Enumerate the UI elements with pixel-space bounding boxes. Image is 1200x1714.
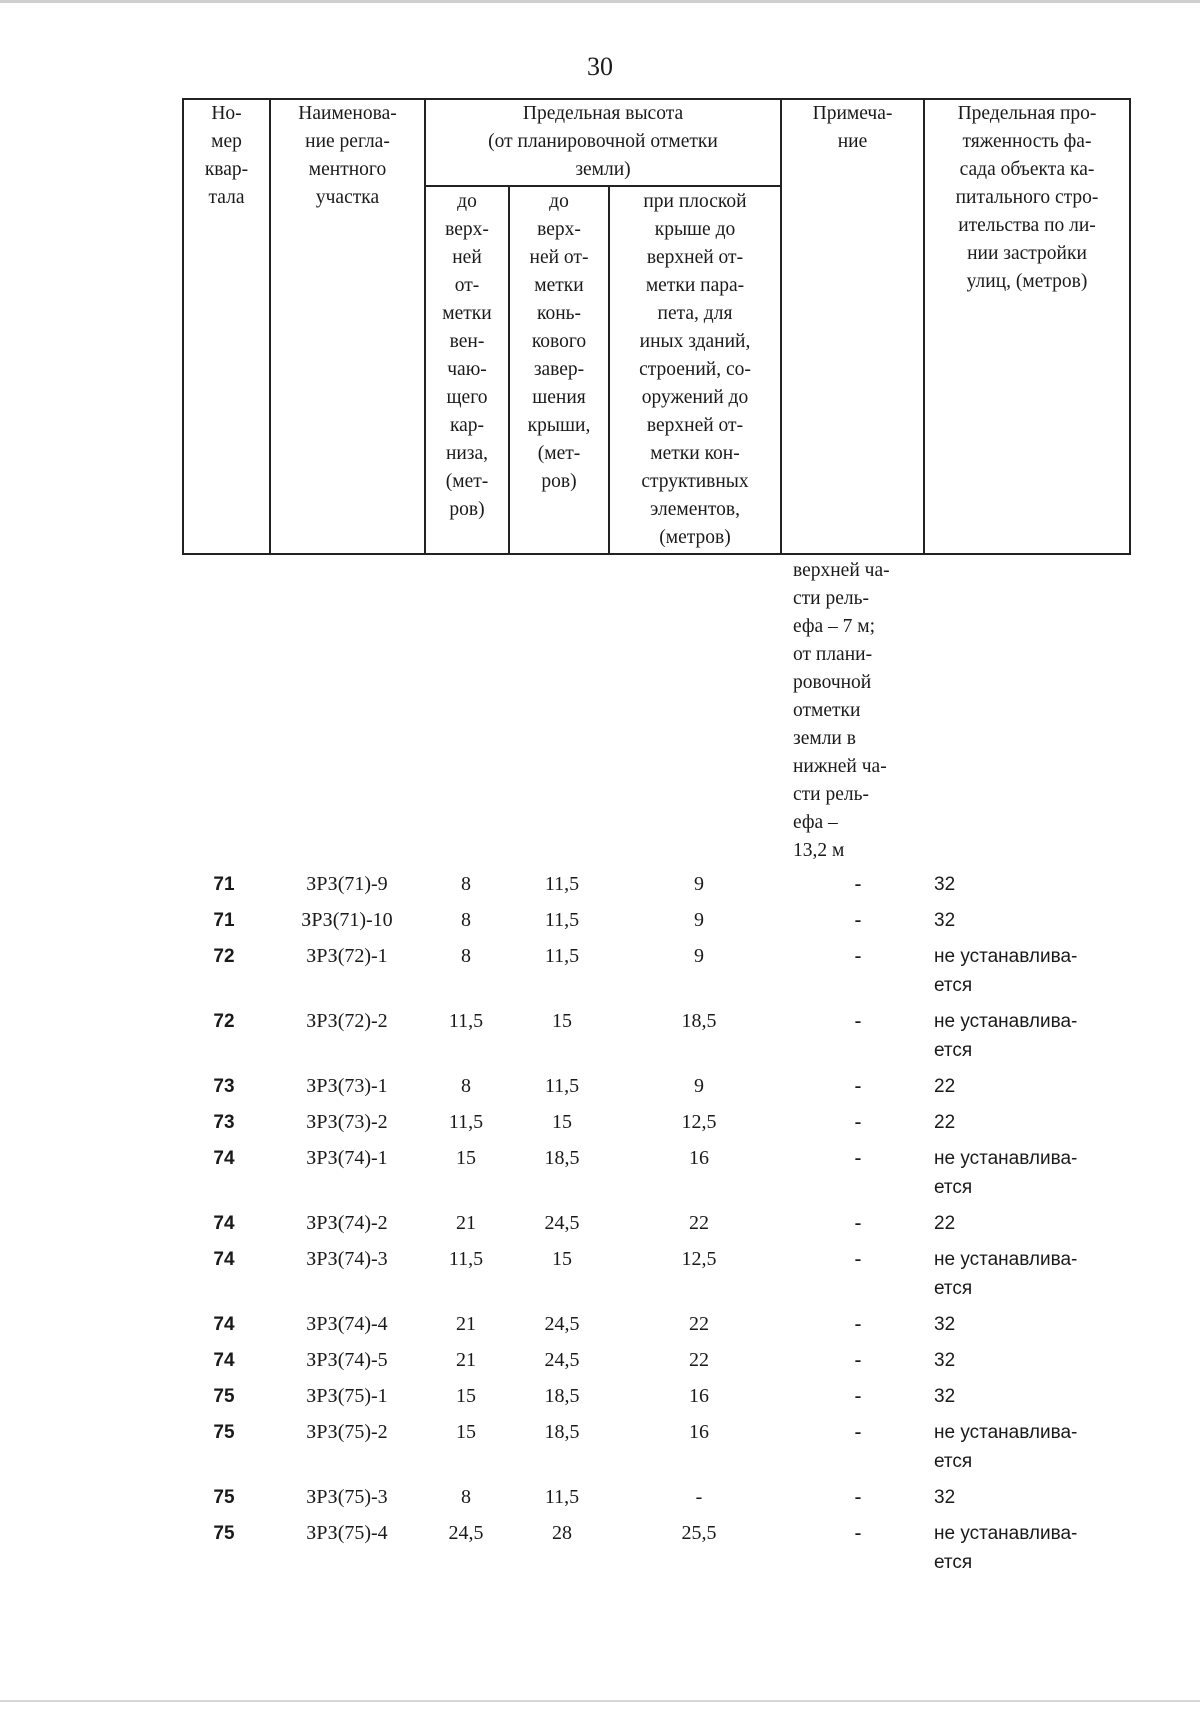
row-note: - xyxy=(854,1421,862,1443)
row-height-ridge: 24,5 xyxy=(544,1313,580,1335)
text-line: пета, для xyxy=(657,303,733,324)
row-note: - xyxy=(854,945,862,967)
row-name: ЗРЗ(71)-9 xyxy=(306,873,388,895)
row-height-cornice: 21 xyxy=(456,1212,476,1234)
scan-edge-top xyxy=(0,0,1200,3)
row-name: ЗРЗ(74)-3 xyxy=(306,1248,388,1270)
text-line: ние регла- xyxy=(305,131,390,152)
text-line: не устанавлива- xyxy=(934,1422,1078,1443)
row-name: ЗРЗ(74)-1 xyxy=(306,1147,388,1169)
text-line: тяженность фа- xyxy=(962,131,1092,152)
row-height-parapet: 22 xyxy=(689,1313,709,1335)
text-line: ительства по ли- xyxy=(958,215,1096,236)
row-height-parapet: 22 xyxy=(689,1349,709,1371)
text-line: ефа – 7 м; xyxy=(793,616,876,637)
row-name: ЗРЗ(75)-2 xyxy=(306,1421,388,1443)
row-facade-length xyxy=(934,1382,1134,1411)
text-line: ется xyxy=(934,1451,973,1472)
text-line: крыше до xyxy=(654,219,736,240)
text-line: тала xyxy=(208,187,245,208)
text-line: крыши, xyxy=(527,415,591,436)
text-line: конь- xyxy=(536,303,582,324)
row-height-parapet: - xyxy=(695,1486,703,1508)
text-line: питального стро- xyxy=(955,187,1099,208)
text-line: 32 xyxy=(934,874,956,895)
text-line: сада объекта ка- xyxy=(959,159,1095,180)
row-height-parapet: 16 xyxy=(689,1147,709,1169)
row-facade-length xyxy=(934,870,1134,899)
text-line: сти рель- xyxy=(793,588,870,609)
row-height-cornice: 15 xyxy=(456,1147,476,1169)
row-facade-length xyxy=(934,1209,1134,1238)
row-number: 75 xyxy=(213,1386,235,1407)
row-height-parapet: 16 xyxy=(689,1385,709,1407)
text-line: Но- xyxy=(211,103,242,124)
text-line: (мет- xyxy=(537,443,581,464)
row-note: - xyxy=(854,873,862,895)
row-number: 75 xyxy=(213,1422,235,1443)
header-note xyxy=(781,99,924,554)
header-height-cornice xyxy=(425,186,509,554)
header-length xyxy=(924,99,1130,554)
row-name: ЗРЗ(73)-1 xyxy=(306,1075,388,1097)
row-height-parapet: 16 xyxy=(689,1421,709,1443)
row-facade-length xyxy=(934,1144,1134,1202)
text-line: ней от- xyxy=(529,247,589,268)
text-line: не устанавлива- xyxy=(934,1249,1078,1270)
text-line: земли) xyxy=(575,159,631,180)
row-height-ridge: 15 xyxy=(552,1111,572,1133)
text-line: 32 xyxy=(934,1350,956,1371)
row-name: ЗРЗ(74)-5 xyxy=(306,1349,388,1371)
text-line: 32 xyxy=(934,1386,956,1407)
text-line: оружений до xyxy=(641,387,749,408)
text-line: низа, xyxy=(445,443,489,464)
text-line: завер- xyxy=(533,359,585,380)
row-name: ЗРЗ(75)-4 xyxy=(306,1522,388,1544)
text-line: элементов, xyxy=(650,499,740,520)
text-line: ефа – xyxy=(793,812,838,833)
row-height-parapet: 12,5 xyxy=(681,1111,717,1133)
scan-edge-bottom xyxy=(0,1700,1200,1702)
row-note: - xyxy=(854,909,862,931)
row-number: 72 xyxy=(213,1011,235,1032)
row-name: ЗРЗ(74)-4 xyxy=(306,1313,388,1335)
row-number: 75 xyxy=(213,1487,235,1508)
text-line: Наименова- xyxy=(298,103,397,124)
text-line: метки пара- xyxy=(645,275,745,296)
text-line: ется xyxy=(934,1278,973,1299)
row-facade-length xyxy=(934,1346,1134,1375)
row-height-parapet: 22 xyxy=(689,1212,709,1234)
text-line: при плоской xyxy=(643,191,747,212)
text-line: ние xyxy=(837,131,868,152)
row-height-ridge: 11,5 xyxy=(544,909,580,931)
text-line: не устанавлива- xyxy=(934,946,1078,967)
text-line: чаю- xyxy=(447,359,487,380)
row-height-cornice: 11,5 xyxy=(448,1248,484,1270)
header-height-parapet xyxy=(609,186,781,554)
text-line: отметки xyxy=(793,700,861,721)
row-note: - xyxy=(854,1313,862,1335)
row-facade-length xyxy=(934,1108,1134,1137)
row-note: - xyxy=(854,1248,862,1270)
row-facade-length xyxy=(934,906,1134,935)
row-number: 75 xyxy=(213,1523,235,1544)
row-height-ridge: 24,5 xyxy=(544,1349,580,1371)
text-line: (мет- xyxy=(445,471,489,492)
row-number: 71 xyxy=(213,910,235,931)
text-line: верх- xyxy=(537,219,581,240)
text-line: 22 xyxy=(934,1213,956,1234)
text-line: ровочной xyxy=(793,672,872,693)
text-line: нижней ча- xyxy=(793,756,887,777)
text-line: ров) xyxy=(541,471,577,492)
text-line: метки кон- xyxy=(650,443,740,464)
text-line: щего xyxy=(446,387,488,408)
row-number: 74 xyxy=(213,1314,235,1335)
text-line: иных зданий, xyxy=(639,331,751,352)
text-line: от плани- xyxy=(793,644,873,665)
text-line: строений, со- xyxy=(639,359,751,380)
row-height-cornice: 21 xyxy=(456,1313,476,1335)
text-line: не устанавлива- xyxy=(934,1011,1078,1032)
text-line: ней xyxy=(452,247,482,268)
row-note: - xyxy=(854,1212,862,1234)
text-line: (от планировочной отметки xyxy=(488,131,718,152)
row-name: ЗРЗ(71)-10 xyxy=(301,909,393,931)
header-name xyxy=(270,99,425,554)
text-line: ров) xyxy=(449,499,485,520)
row-height-ridge: 15 xyxy=(552,1010,572,1032)
row-number: 74 xyxy=(213,1213,235,1234)
row-height-parapet: 25,5 xyxy=(681,1522,717,1544)
header-number xyxy=(183,99,270,554)
text-line: нии застройки xyxy=(967,243,1087,264)
text-line: верхней ча- xyxy=(793,560,890,581)
text-line: от- xyxy=(454,275,480,296)
row-height-cornice: 8 xyxy=(461,1075,471,1097)
text-line: 22 xyxy=(934,1112,956,1133)
row-height-ridge: 18,5 xyxy=(544,1385,580,1407)
row-number: 74 xyxy=(213,1148,235,1169)
text-line: ментного xyxy=(308,159,387,180)
row-note: - xyxy=(854,1111,862,1133)
text-line: земли в xyxy=(793,728,856,749)
row-height-ridge: 11,5 xyxy=(544,873,580,895)
row-name: ЗРЗ(75)-3 xyxy=(306,1486,388,1508)
row-note: - xyxy=(854,1385,862,1407)
row-number: 73 xyxy=(213,1076,235,1097)
text-line: 32 xyxy=(934,910,956,931)
row-facade-length xyxy=(934,1519,1134,1577)
row-height-ridge: 28 xyxy=(552,1522,572,1544)
row-facade-length xyxy=(934,1007,1134,1065)
row-height-cornice: 11,5 xyxy=(448,1010,484,1032)
row-facade-length xyxy=(934,942,1134,1000)
text-line: метки xyxy=(442,303,492,324)
row-height-ridge: 11,5 xyxy=(544,945,580,967)
header-height-group xyxy=(425,99,781,186)
row-note: - xyxy=(854,1147,862,1169)
row-note: - xyxy=(854,1522,862,1544)
row-height-cornice: 8 xyxy=(461,909,471,931)
text-line: 32 xyxy=(934,1314,956,1335)
row-height-cornice: 24,5 xyxy=(448,1522,484,1544)
row-number: 73 xyxy=(213,1112,235,1133)
text-line: квар- xyxy=(204,159,249,180)
row-note: - xyxy=(854,1010,862,1032)
note-continuation xyxy=(793,557,923,865)
row-height-cornice: 11,5 xyxy=(448,1111,484,1133)
row-height-ridge: 11,5 xyxy=(544,1486,580,1508)
row-number: 74 xyxy=(213,1350,235,1371)
text-line: метки xyxy=(534,275,584,296)
text-line: (метров) xyxy=(659,527,731,548)
row-height-cornice: 8 xyxy=(461,873,471,895)
row-facade-length xyxy=(934,1245,1134,1303)
row-number: 72 xyxy=(213,946,235,967)
row-height-parapet: 12,5 xyxy=(681,1248,717,1270)
row-height-ridge: 18,5 xyxy=(544,1147,580,1169)
text-line: Предельная про- xyxy=(957,103,1097,124)
row-height-parapet: 9 xyxy=(694,945,704,967)
row-name: ЗРЗ(72)-2 xyxy=(306,1010,388,1032)
text-line: ется xyxy=(934,975,973,996)
text-line: не устанавлива- xyxy=(934,1148,1078,1169)
row-height-parapet: 18,5 xyxy=(681,1010,717,1032)
text-line: улиц, (метров) xyxy=(966,271,1088,292)
page-number: 30 xyxy=(587,52,613,81)
row-name: ЗРЗ(72)-1 xyxy=(306,945,388,967)
text-line: 13,2 м xyxy=(793,840,845,861)
text-line: мер xyxy=(211,131,242,152)
text-line: сти рель- xyxy=(793,784,870,805)
row-height-cornice: 8 xyxy=(461,945,471,967)
table-header xyxy=(182,98,1131,555)
row-name: ЗРЗ(73)-2 xyxy=(306,1111,388,1133)
row-name: ЗРЗ(75)-1 xyxy=(306,1385,388,1407)
row-name: ЗРЗ(74)-2 xyxy=(306,1212,388,1234)
row-facade-length xyxy=(934,1072,1134,1101)
row-note: - xyxy=(854,1486,862,1508)
text-line: верхней от- xyxy=(646,415,744,436)
header-height-ridge xyxy=(509,186,609,554)
text-line: кового xyxy=(531,331,587,352)
row-height-cornice: 8 xyxy=(461,1486,471,1508)
row-note: - xyxy=(854,1349,862,1371)
text-line: участка xyxy=(315,187,380,208)
text-line: до xyxy=(457,191,477,212)
row-facade-length xyxy=(934,1310,1134,1339)
text-line: Предельная высота xyxy=(522,103,684,124)
text-line: вен- xyxy=(449,331,485,352)
text-line: до xyxy=(549,191,569,212)
text-line: не устанавлива- xyxy=(934,1523,1078,1544)
text-line: кар- xyxy=(449,415,485,436)
text-line: ется xyxy=(934,1177,973,1198)
text-line: ется xyxy=(934,1552,973,1573)
row-height-ridge: 11,5 xyxy=(544,1075,580,1097)
row-height-cornice: 15 xyxy=(456,1385,476,1407)
text-line: шения xyxy=(532,387,586,408)
row-note: - xyxy=(854,1075,862,1097)
row-height-ridge: 24,5 xyxy=(544,1212,580,1234)
row-height-cornice: 15 xyxy=(456,1421,476,1443)
text-line: верх- xyxy=(445,219,489,240)
row-height-parapet: 9 xyxy=(694,1075,704,1097)
row-height-parapet: 9 xyxy=(694,909,704,931)
row-facade-length xyxy=(934,1483,1134,1512)
text-line: 32 xyxy=(934,1487,956,1508)
row-height-ridge: 18,5 xyxy=(544,1421,580,1443)
text-line: структивных xyxy=(641,471,749,492)
row-number: 71 xyxy=(213,874,235,895)
row-number: 74 xyxy=(213,1249,235,1270)
row-height-cornice: 21 xyxy=(456,1349,476,1371)
text-line: 22 xyxy=(934,1076,956,1097)
text-line: Примеча- xyxy=(812,103,893,124)
row-height-ridge: 15 xyxy=(552,1248,572,1270)
row-height-parapet: 9 xyxy=(694,873,704,895)
row-facade-length xyxy=(934,1418,1134,1476)
text-line: ется xyxy=(934,1040,973,1061)
text-line: верхней от- xyxy=(646,247,744,268)
